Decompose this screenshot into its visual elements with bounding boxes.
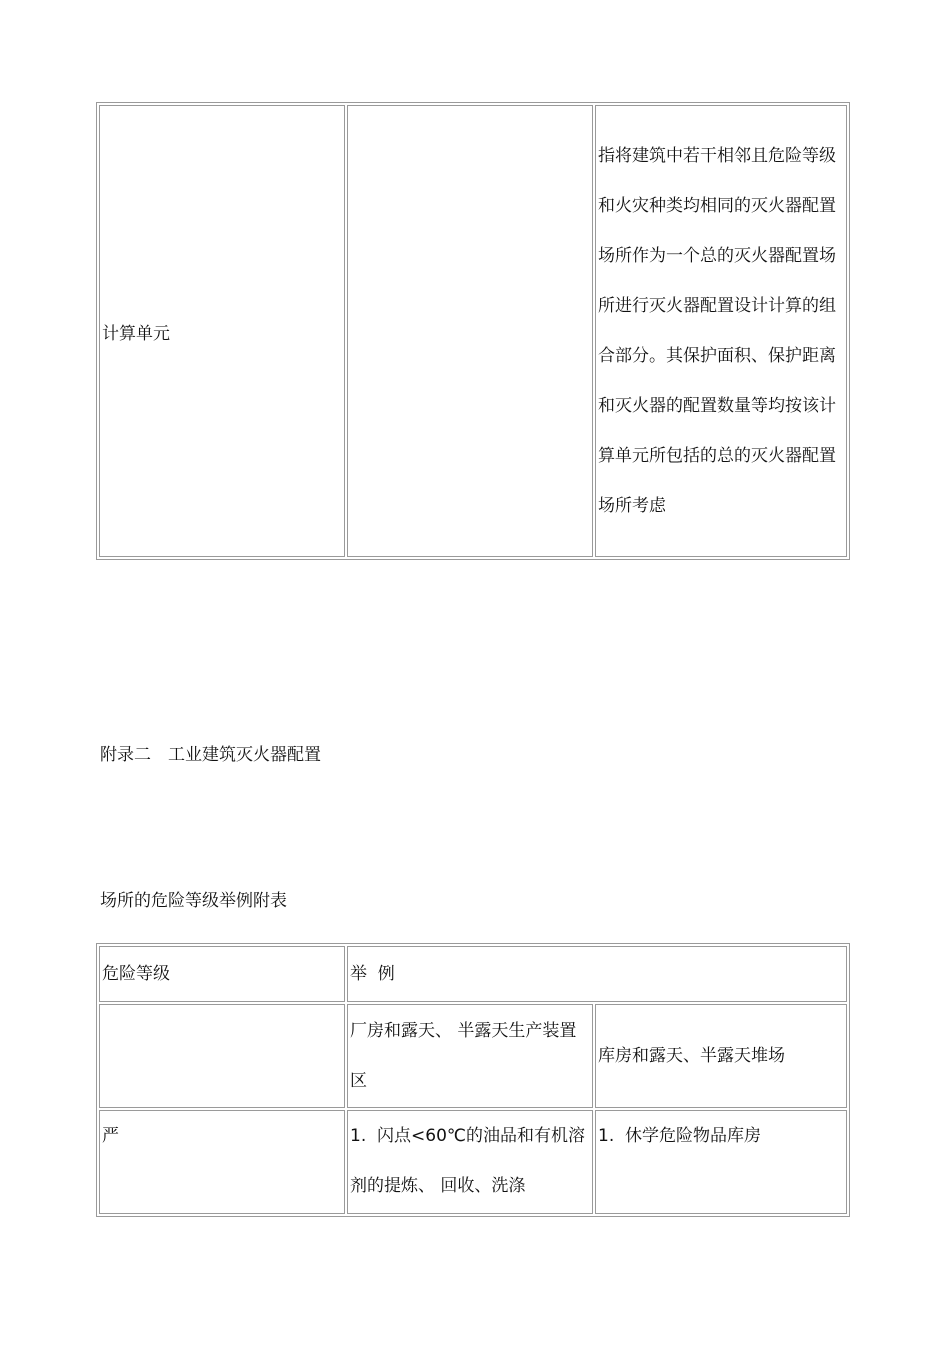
header-hazard-level: 危险等级 — [99, 946, 345, 1002]
row-warehouse-example: 1. 休学危险物品库房 — [595, 1110, 847, 1214]
table-row — [99, 105, 847, 557]
definition-table — [96, 102, 850, 560]
term-cell: 计算单元 — [99, 105, 345, 557]
subheader-blank — [99, 1004, 345, 1108]
empty-cell — [347, 105, 593, 557]
row-hazard-level: 严 — [99, 1110, 345, 1214]
table-caption: 场所的危险等级举例附表 — [100, 891, 287, 911]
subheader-factory: 厂房和露天、 半露天生产装置区 — [347, 1004, 593, 1108]
table-subheader-row — [99, 1004, 847, 1108]
row-factory-example: 1. 闪点<60℃的油品和有机溶剂的提炼、 回收、洗涤 — [347, 1110, 593, 1214]
hazard-level-table — [96, 943, 850, 1217]
description-cell: 指将建筑中若干相邻且危险等级和火灾种类均相同的灭火器配置场所作为一个总的灭火器配置场所进行灭火器配置设计计算的组合部分。其保护面积、保护距离和灭火器的配置数量等均按该计算单元所包括的总的灭火器配置场所考虑 — [595, 105, 847, 557]
table-row — [99, 1110, 847, 1214]
appendix-title: 附录二 工业建筑灭火器配置 — [100, 745, 321, 765]
header-examples: 举 例 — [347, 946, 847, 1002]
subheader-warehouse: 库房和露天、半露天堆场 — [595, 1004, 847, 1108]
table-header-row — [99, 946, 847, 1002]
